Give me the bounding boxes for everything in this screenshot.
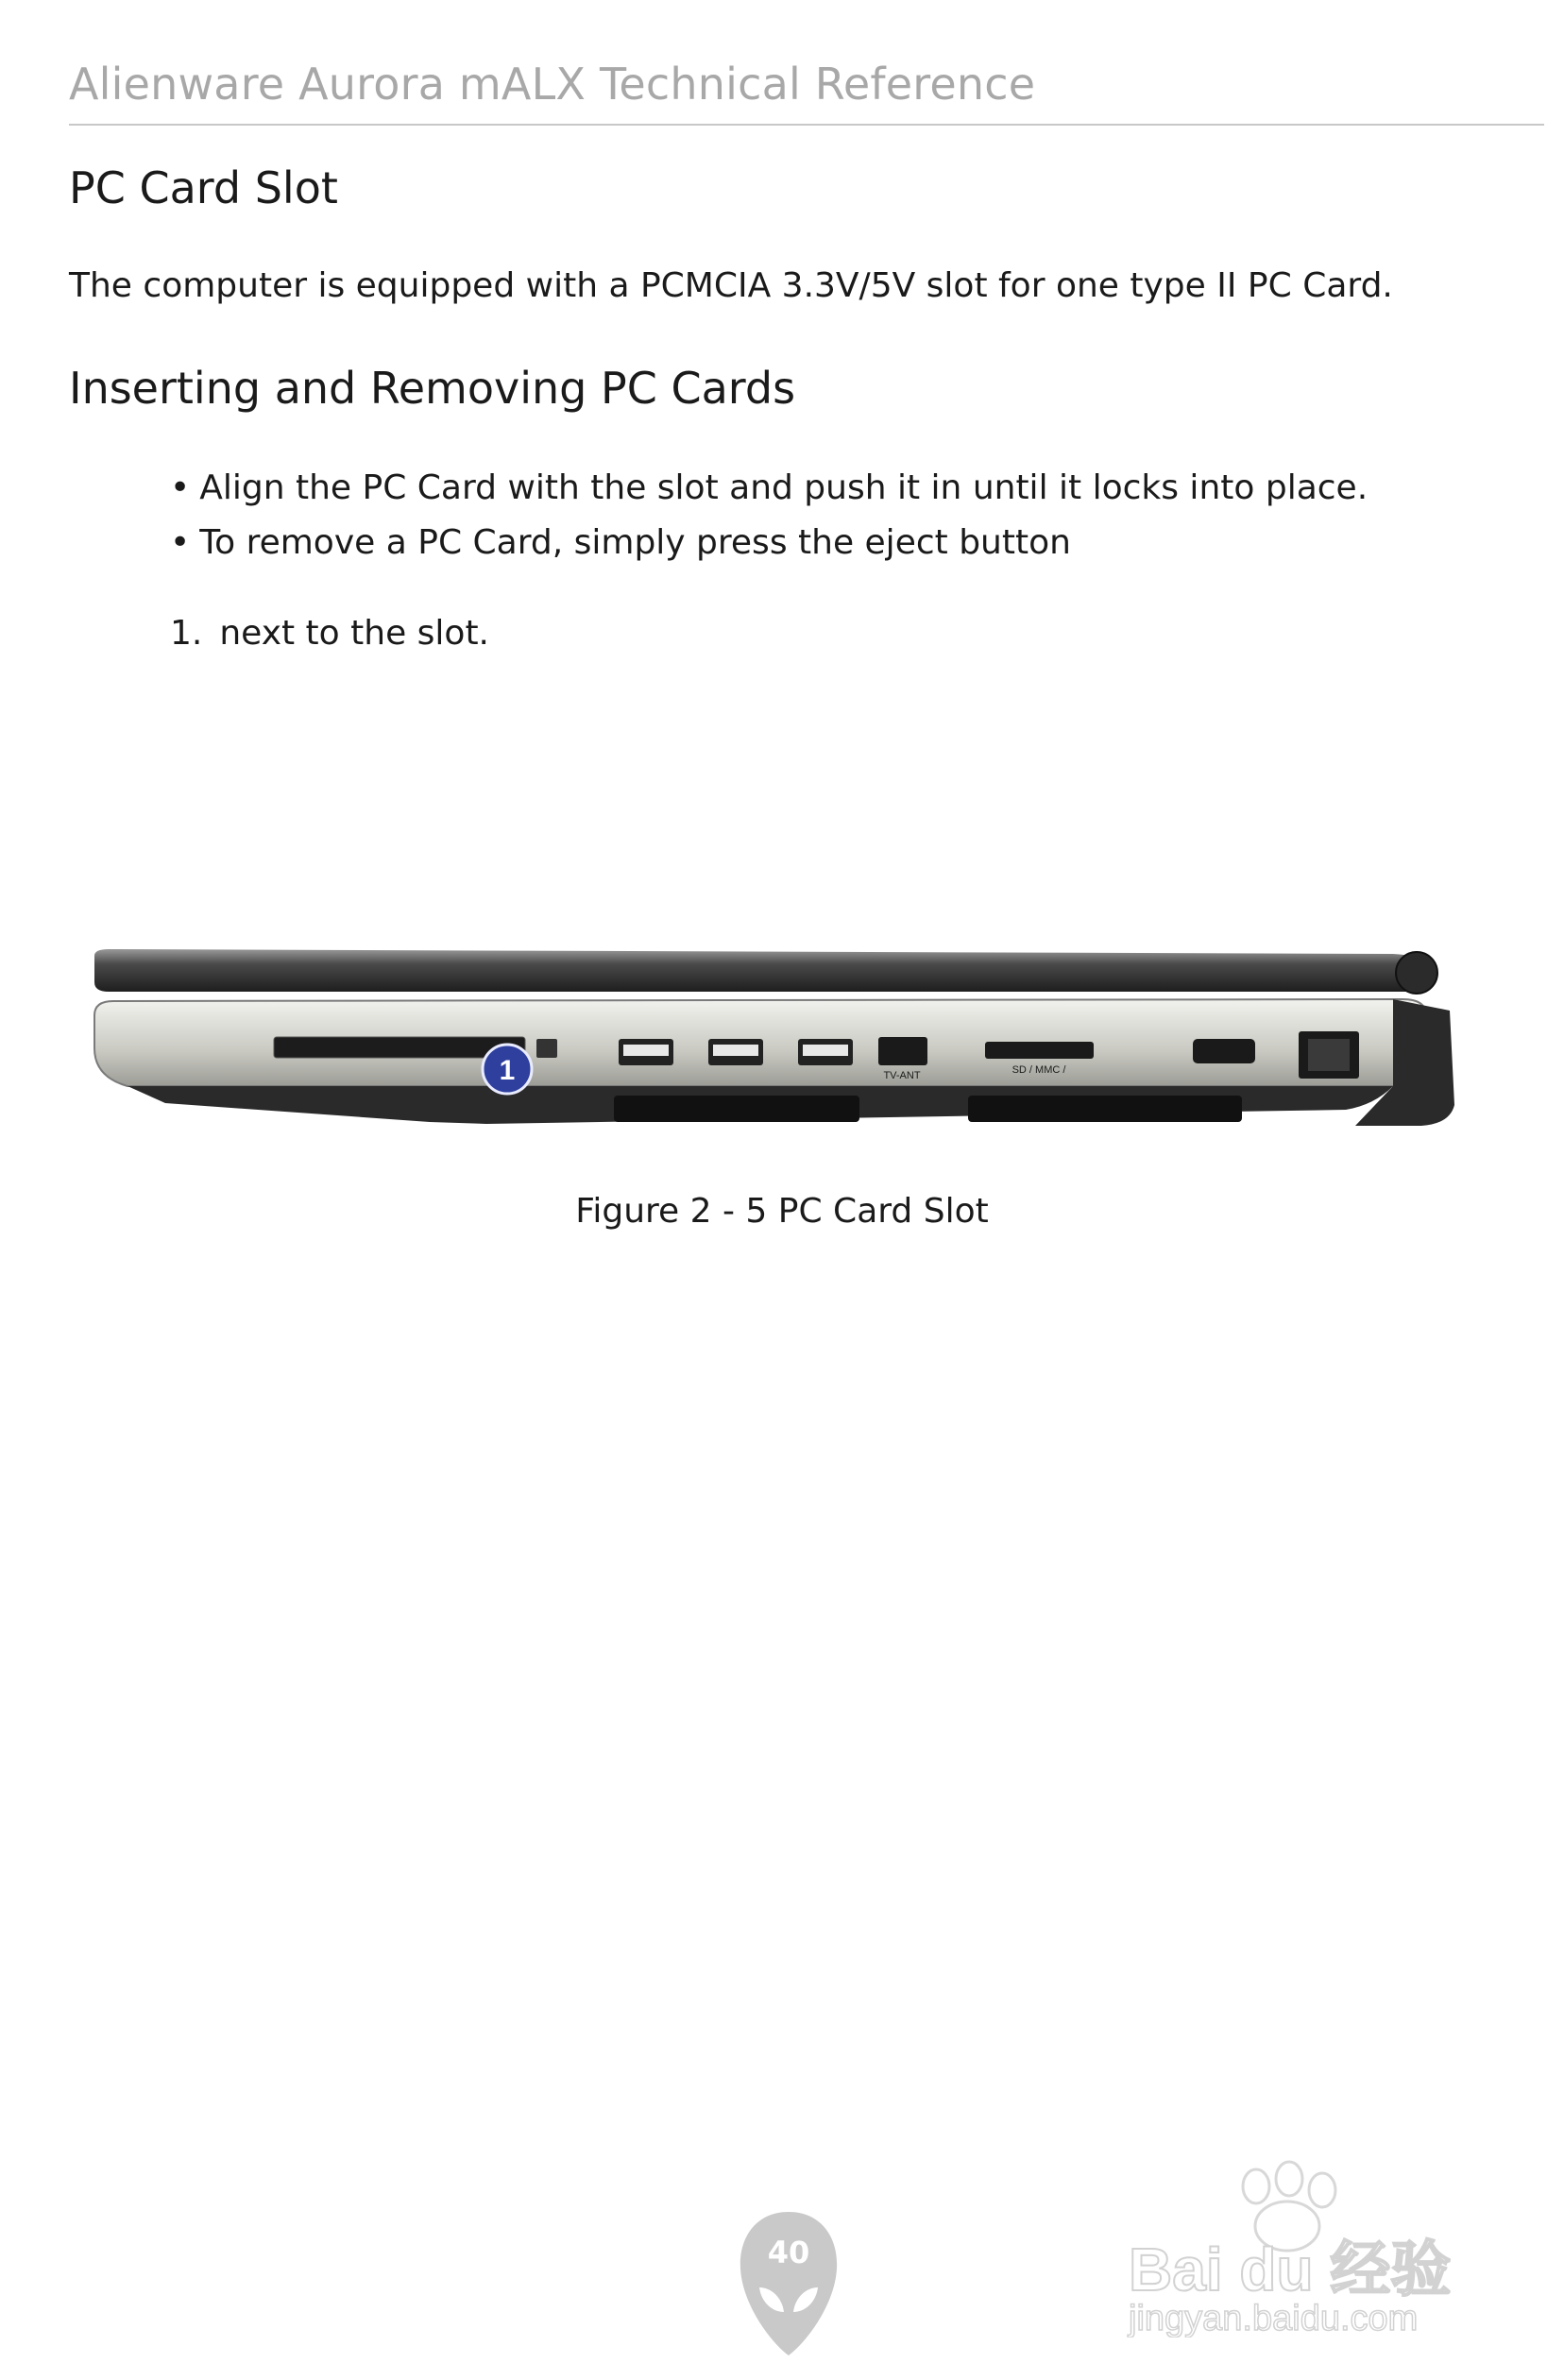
section-paragraph: The computer is equipped with a PCMCIA 3.3V/5V slot for one type II PC Card. (69, 266, 1393, 305)
section-heading-inserting: Inserting and Removing PC Cards (69, 363, 796, 414)
bullet-item: • Align the PC Card with the slot and push it in until it locks into place. (170, 461, 1368, 516)
callout-number: 1 (499, 1055, 516, 1086)
alien-head-icon (739, 2210, 839, 2357)
vent-grille-right (968, 1096, 1242, 1122)
numbered-item-text: next to the slot. (219, 614, 490, 653)
figure-caption: Figure 2 - 5 PC Card Slot (575, 1192, 989, 1231)
vent-grille-left (614, 1096, 859, 1122)
bullet-item: • To remove a PC Card, simply press the eject button (170, 516, 1368, 570)
laptop-side-illustration (90, 944, 1459, 1152)
numbered-item-number: 1. (170, 614, 203, 653)
tv-ant-port-label: TV-ANT (883, 1070, 921, 1081)
baidu-jingyan-watermark (1119, 2158, 1506, 2338)
card-reader-port-label: SD / MMC / (1012, 1064, 1066, 1076)
numbered-item (170, 614, 489, 653)
running-header: Alienware Aurora mALX Technical Reference (69, 59, 1036, 110)
watermark-brand: Bai du 经验 (1129, 2236, 1452, 2304)
section-heading-pc-card-slot: PC Card Slot (69, 162, 338, 213)
page-number: 40 (767, 2235, 810, 2270)
watermark-url: jingyan.baidu.com (1129, 2299, 1419, 2338)
header-divider (69, 124, 1544, 126)
instruction-bullets (170, 461, 1368, 570)
